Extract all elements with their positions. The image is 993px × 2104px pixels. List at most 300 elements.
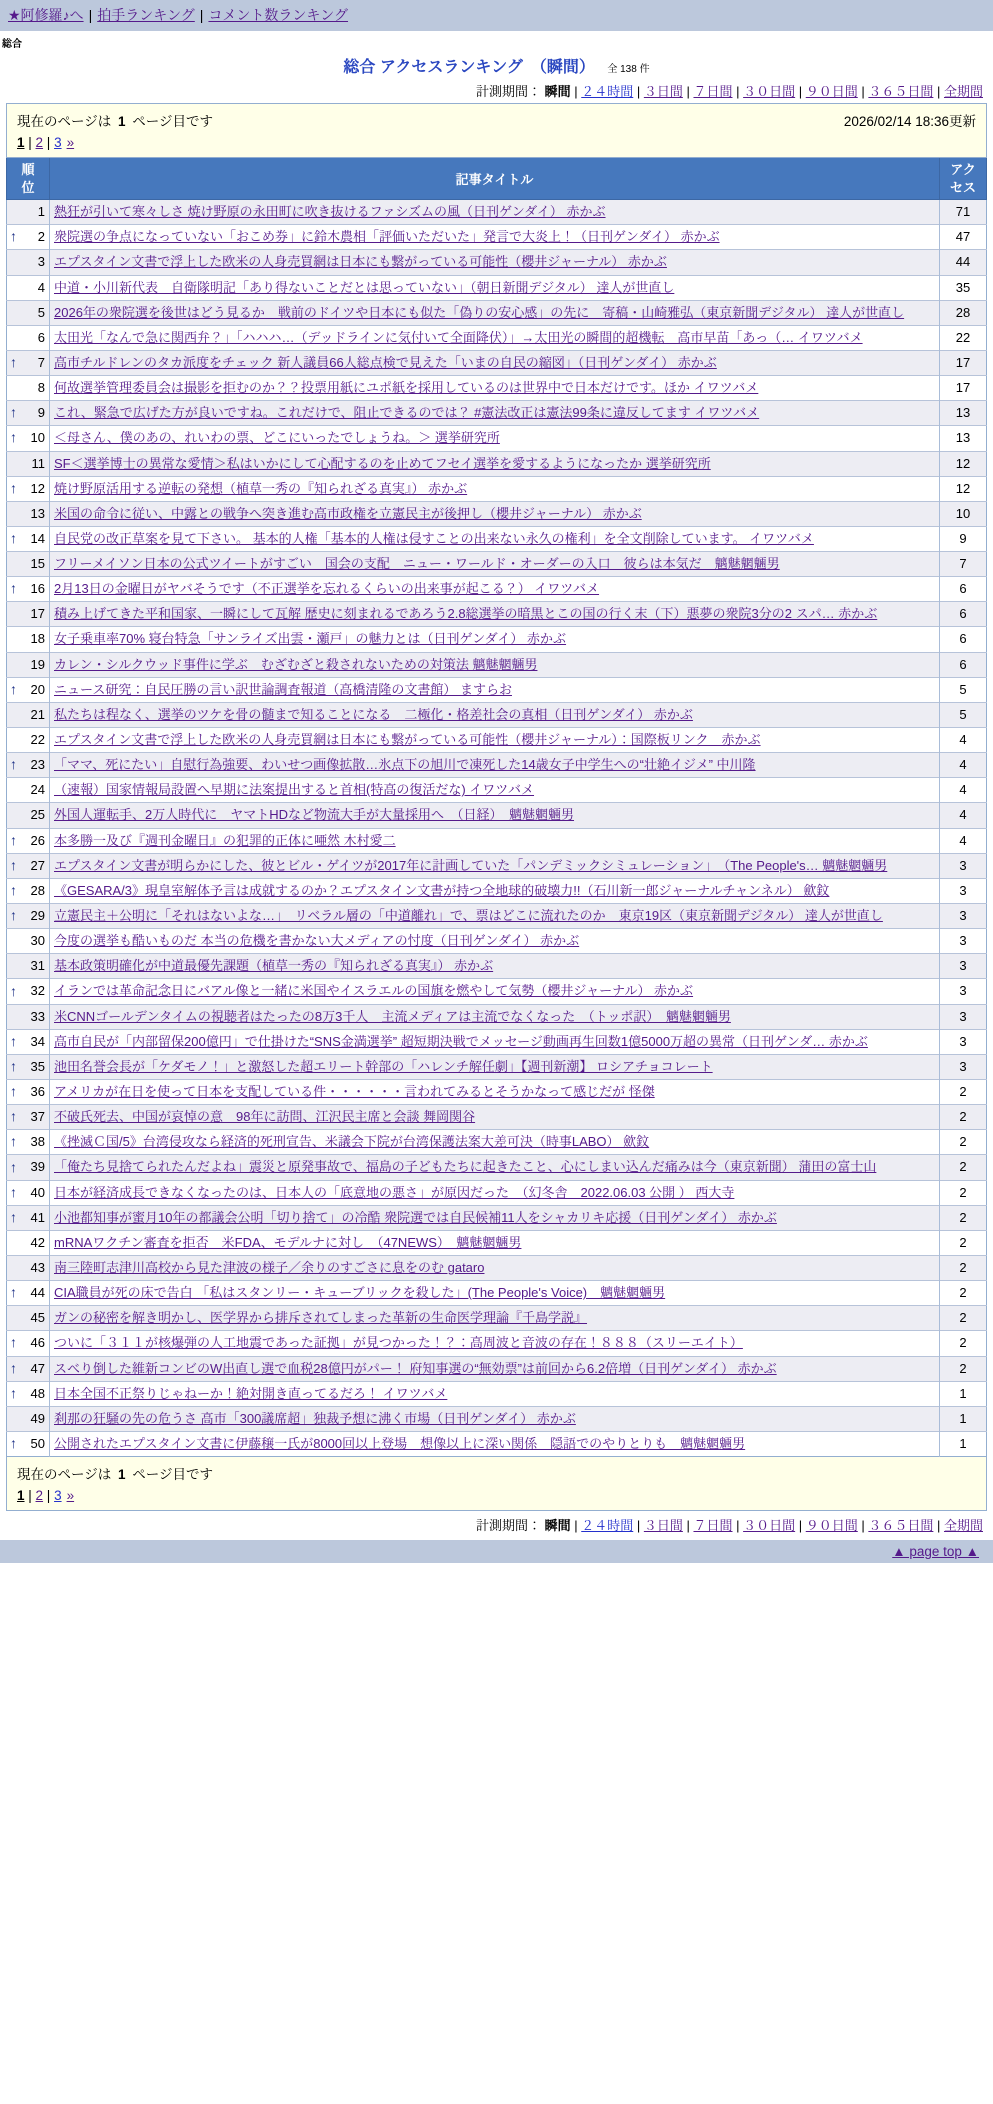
rank-number: 34 — [30, 1033, 45, 1049]
article-title-cell — [50, 1331, 940, 1356]
access-count: 10 — [940, 501, 987, 526]
rank-cell — [7, 602, 50, 627]
table-row — [7, 1431, 987, 1456]
rank-number: 32 — [30, 983, 45, 999]
rank-cell — [7, 1281, 50, 1306]
article-link[interactable]: エプスタイン文書が明らかにした、彼とビル・ゲイツが2017年に計画していた「パンデミックシミュレーション」 （The People's… 魑魅魍魎男 — [54, 857, 888, 873]
article-link[interactable]: 女子乗車率70% 寝台特急「サンライズ出雲・瀬戸」の魅力とは（日刊ゲンダイ） 赤かぶ — [54, 631, 567, 647]
period-link[interactable]: ３日間 — [643, 84, 683, 99]
access-count: 2 — [940, 1331, 987, 1356]
article-link[interactable]: 高市チルドレンのタカ派度をチェック 新人議員66人総点検で見えた「いまの自民の縮図」（日刊ゲンダイ） 赤かぶ — [54, 354, 717, 370]
rank-cell — [7, 904, 50, 929]
rank-cell — [7, 476, 50, 501]
separator: | — [43, 135, 55, 150]
rank-up-icon: ↑ — [10, 1133, 17, 1150]
rank-up-icon: ↑ — [10, 429, 17, 446]
table-row — [7, 1155, 987, 1180]
rank-up-icon: ↑ — [10, 1083, 17, 1100]
rank-number: 37 — [30, 1109, 45, 1125]
rank-cell — [7, 1180, 50, 1205]
rank-number: 25 — [30, 807, 45, 823]
article-link[interactable]: 南三陸町志津川高校から見た津波の様子／余りのすごさに息をのむ gataro — [54, 1260, 485, 1275]
article-link[interactable]: 「ママ、死にたい」自慰行為強要、わいせつ画像拡散…氷点下の旭川で凍死した14歳女子中学生への“壮絶イジメ” 中川隆 — [54, 757, 756, 773]
article-title-cell — [50, 451, 940, 476]
table-row — [7, 1105, 987, 1130]
access-count: 7 — [940, 552, 987, 577]
article-link[interactable]: カレン・シルクウッド事件に学ぶ むざむざと殺されないための対策法 魑魅魍魎男 — [54, 656, 538, 672]
rank-number: 31 — [30, 958, 45, 974]
article-title-cell — [50, 803, 940, 828]
access-count: 4 — [940, 803, 987, 828]
article-title-cell — [50, 979, 940, 1004]
table-row — [7, 1381, 987, 1406]
access-count: 4 — [940, 728, 987, 753]
rank-cell — [7, 577, 50, 602]
article-link[interactable]: 刹那の狂騒の先の危うさ 高市「300議席超」独裁予想に沸く市場（日刊ゲンダイ） 赤かぶ — [54, 1410, 576, 1426]
table-row — [7, 979, 987, 1004]
rank-number: 28 — [30, 882, 45, 898]
table-row — [7, 1004, 987, 1029]
table-row — [7, 1406, 987, 1431]
rank-cell — [7, 325, 50, 350]
rank-cell — [7, 954, 50, 979]
rank-cell — [7, 552, 50, 577]
rank-up-icon: ↑ — [10, 228, 17, 245]
article-title-cell — [50, 325, 940, 350]
table-row — [7, 1306, 987, 1331]
article-link[interactable]: 不破氏死去、中国が哀悼の意 98年に訪問、江沢民主席と会談 舞岡関谷 — [54, 1109, 476, 1125]
rank-cell — [7, 1004, 50, 1029]
article-title-cell — [50, 1004, 940, 1029]
access-count: 13 — [940, 401, 987, 426]
rank-number: 15 — [30, 556, 45, 572]
article-link[interactable]: 中道・小川新代表 自衛隊明記「あり得ないことだとは思っていない」（朝日新聞デジタル） 達人が世直し — [54, 279, 675, 295]
rank-up-icon: ↑ — [10, 1183, 17, 1200]
article-title-cell — [50, 577, 940, 602]
rank-cell — [7, 979, 50, 1004]
rank-number: 24 — [30, 782, 45, 798]
page-number-current: 1 — [17, 1488, 25, 1504]
rank-number: 26 — [30, 832, 45, 848]
period-link[interactable]: ２４時間 — [581, 84, 634, 99]
rank-cell — [7, 677, 50, 702]
article-title-cell — [50, 1306, 940, 1331]
rank-number: 8 — [37, 380, 45, 396]
article-link[interactable]: ＜母さん、僕のあの、れいわの票、どこにいったでしょうね。＞ 選挙研究所 — [54, 430, 500, 446]
separator: | — [795, 84, 806, 99]
separator: | — [633, 1518, 644, 1534]
rank-cell — [7, 853, 50, 878]
rank-number: 44 — [30, 1285, 45, 1301]
article-title-cell — [50, 225, 940, 250]
article-title-cell — [50, 476, 940, 501]
rank-up-icon: ↑ — [10, 756, 17, 773]
article-title-cell — [50, 728, 940, 753]
article-link[interactable]: ニュース研究：自民圧勝の言い訳世論調査報道（高橋清隆の文書館） ますらお — [54, 681, 512, 697]
rank-number: 23 — [30, 757, 45, 773]
rank-up-icon: ↑ — [10, 680, 17, 697]
nav-link-comment-ranking[interactable]: コメント数ランキング — [208, 7, 349, 23]
article-link[interactable]: イランでは革命記念日にバアル像と一緒に米国やイスラエルの国旗を燃やして気勢（櫻井ジャーナル） 赤かぶ — [54, 983, 694, 999]
article-link[interactable]: 熱狂が引いて寒々しさ 焼け野原の永田町に吹き抜けるファシズムの風（日刊ゲンダイ） 赤かぶ — [54, 204, 606, 220]
article-title-cell — [50, 426, 940, 451]
article-title-cell — [50, 853, 940, 878]
period-link[interactable]: ７日間 — [693, 1518, 733, 1534]
rank-cell — [7, 828, 50, 853]
current-page-line — [17, 1461, 976, 1486]
table-row — [7, 1256, 987, 1281]
access-count: 2 — [940, 1306, 987, 1331]
rank-cell — [7, 702, 50, 727]
access-count: 3 — [940, 1029, 987, 1054]
article-title-cell — [50, 929, 940, 954]
rank-up-icon: ↑ — [10, 1158, 17, 1175]
table-row — [7, 803, 987, 828]
article-link[interactable]: 日本全国不正祭りじゃねーか！絶対開き直ってるだろ！ イワツバメ — [54, 1385, 448, 1401]
rank-number: 6 — [37, 329, 45, 345]
rank-number: 21 — [30, 706, 45, 722]
article-title-cell — [50, 200, 940, 225]
table-row — [7, 1130, 987, 1155]
rank-up-icon: ↑ — [10, 404, 17, 421]
article-link[interactable]: 「俺たち見捨てられたんだよね」震災と原発事故で、福島の子どもたちに起きたこと、心にしまい込んだ痛みは今（東京新聞） 蒲田の富士山 — [54, 1159, 877, 1175]
article-title-cell — [50, 1431, 940, 1456]
rank-cell — [7, 1130, 50, 1155]
article-title-cell — [50, 1205, 940, 1230]
table-row — [7, 1029, 987, 1054]
rank-up-icon: ↑ — [10, 882, 17, 899]
table-row — [7, 1281, 987, 1306]
table-row — [7, 652, 987, 677]
nav-link-asyura-home[interactable]: ★阿修羅♪へ — [8, 7, 84, 23]
article-link[interactable]: 何故選挙管理委員会は撮影を拒むのか？？投票用紙にユポ紙を採用しているのは世界中で日本だけです。ほか イワツバメ — [54, 380, 759, 396]
table-row — [7, 929, 987, 954]
column-header-access: アクセス — [940, 158, 987, 200]
table-row — [7, 904, 987, 929]
rank-number: 43 — [30, 1260, 45, 1275]
rank-cell — [7, 1080, 50, 1105]
period-link[interactable]: 全期間 — [943, 1518, 983, 1534]
rank-up-icon: ↑ — [10, 1108, 17, 1125]
access-count: 12 — [940, 451, 987, 476]
rank-cell — [7, 627, 50, 652]
rank-cell — [7, 1105, 50, 1130]
column-header-title: 記事タイトル — [50, 158, 940, 200]
article-link[interactable]: ガンの秘密を解き明かし、医学界から排斥されてしまった革新の生命医学理論『千島学説』 — [54, 1310, 588, 1326]
article-title-cell — [50, 1105, 940, 1130]
article-link[interactable]: 基本政策明確化が中道最優先課題（植草一秀の『知られざる真実』） 赤かぶ — [54, 958, 494, 974]
rank-number: 19 — [30, 656, 45, 672]
article-link[interactable]: 《挫滅Ｃ国/5》台湾侵攻なら経済的死刑宣告、米議会下院が台湾保護法案大差可決（時事LABO） 歛鈫 — [54, 1134, 650, 1150]
access-count: 1 — [940, 1381, 987, 1406]
rank-number: 40 — [30, 1184, 45, 1200]
table-row — [7, 526, 987, 551]
current-page-line — [17, 108, 976, 133]
page-number-link[interactable]: 3 — [54, 135, 62, 150]
rank-number: 47 — [30, 1360, 45, 1376]
period-current: 瞬間 — [544, 84, 571, 99]
period-current: 瞬間 — [544, 1518, 571, 1534]
access-count: 2 — [940, 1155, 987, 1180]
article-link[interactable]: （速報）国家情報局設置へ早期に法案提出すると首相(特高の復活だな) イワツバメ — [54, 782, 535, 798]
article-link[interactable]: 日本が経済成長できなくなったのは、日本人の「底意地の悪さ」が原因だった （幻冬舎 2022.06.03 公開 ） 西大寺 — [54, 1184, 735, 1200]
rank-up-icon: ↑ — [10, 907, 17, 924]
article-title-cell — [50, 1230, 940, 1255]
page-title: 総合 アクセスランキング （瞬間） — [343, 59, 595, 76]
article-link[interactable]: 自民党の改正草案を見て下さい。 基本的人権「基本的人権は侵すことの出来ない永久の権利」を全文削除しています。 イワツバメ — [54, 530, 814, 546]
article-title-cell — [50, 376, 940, 401]
article-link[interactable]: 焼け野原活用する逆転の発想（植草一秀の『知られざる真実』） 赤かぶ — [54, 480, 468, 496]
separator: | — [24, 135, 36, 150]
table-row — [7, 376, 987, 401]
separator: | — [24, 1488, 36, 1504]
rank-cell — [7, 753, 50, 778]
rank-cell — [7, 1256, 50, 1281]
table-row — [7, 577, 987, 602]
article-link[interactable]: 小池都知事が蜜月10年の都議会公明「切り捨て」の冷酷 衆院選では自民候補11人をシャカリキ応援（日刊ゲンダイ） 赤かぶ — [54, 1209, 777, 1225]
rank-number: 4 — [37, 279, 45, 295]
rank-number: 22 — [30, 732, 45, 748]
page-top-link[interactable]: ▲ page top ▲ — [892, 1544, 979, 1560]
category-label: 総合 — [2, 39, 22, 50]
separator: | — [570, 1518, 582, 1534]
column-header-rank: 順位 — [7, 158, 50, 200]
table-row — [7, 753, 987, 778]
rank-cell — [7, 200, 50, 225]
article-link[interactable]: 私たちは程なく、選挙のツケを骨の髄まで知ることになる 二極化・格差社会の真相（日刊ゲンダイ） 赤かぶ — [54, 706, 693, 722]
rank-number: 29 — [30, 908, 45, 924]
article-link[interactable]: 外国人運転手、2万人時代に ヤマトHDなど物流大手が大量採用へ （日経） 魑魅魍魎男 — [54, 807, 575, 823]
article-link[interactable]: スベり倒した維新コンビのW出直し選で血税28億円がパー！ 府知事選の“無効票”は前回から6.2倍増（日刊ゲンダイ） 赤かぶ — [54, 1360, 777, 1376]
period-link[interactable]: ９０日間 — [805, 1518, 858, 1534]
access-count: 2 — [940, 1230, 987, 1255]
rank-number: 48 — [30, 1385, 45, 1401]
article-title-cell — [50, 300, 940, 325]
rank-cell — [7, 878, 50, 903]
article-link[interactable]: ついに「３１１が核爆弾の人工地震であった証拠」が見つかった！？：高周波と音波の存在！８８８（スリーエイト） — [54, 1335, 743, 1351]
article-title-cell — [50, 1029, 940, 1054]
rank-cell — [7, 652, 50, 677]
access-count: 1 — [940, 1406, 987, 1431]
article-title-cell — [50, 904, 940, 929]
article-title-cell — [50, 1080, 940, 1105]
access-count: 13 — [940, 426, 987, 451]
page-number-link[interactable]: 2 — [35, 1488, 44, 1504]
separator: | — [43, 1488, 55, 1504]
rank-number: 11 — [31, 455, 45, 471]
rank-up-icon: ↑ — [10, 1284, 17, 1301]
period-link[interactable]: ３０日間 — [743, 84, 796, 99]
rank-number: 46 — [30, 1335, 45, 1351]
access-count: 2 — [940, 1281, 987, 1306]
article-title-cell — [50, 1281, 940, 1306]
article-title-cell — [50, 526, 940, 551]
access-count: 12 — [940, 476, 987, 501]
period-link[interactable]: 全期間 — [943, 84, 983, 99]
access-count: 2 — [940, 1256, 987, 1281]
period-bar-top — [0, 77, 993, 103]
rank-cell — [7, 1381, 50, 1406]
article-link[interactable]: 太田光「なんで急に関西弁？」「ハハハ…（デッドラインに気付いて全面降伏）」→太田光の瞬間的超機転 高市早苗「あっ（… イワツバメ — [54, 329, 863, 345]
rank-up-icon: ↑ — [10, 1359, 17, 1376]
rank-number: 35 — [30, 1058, 45, 1074]
table-row — [7, 853, 987, 878]
rank-number: 45 — [30, 1310, 45, 1326]
article-link[interactable]: エプスタイン文書で浮上した欧米の人身売買網は日本にも繋がっている可能性（櫻井ジャーナル）：国際板リンク 赤かぶ — [54, 732, 761, 748]
table-row — [7, 728, 987, 753]
page-number-current: 1 — [17, 135, 25, 150]
article-title-cell — [50, 501, 940, 526]
separator: | — [732, 84, 744, 99]
article-link[interactable]: アメリカが在日を使って日本を支配している件・・・・・・言われてみるとそうかなって感じだが 怪傑 — [54, 1084, 655, 1100]
rank-cell — [7, 350, 50, 375]
article-link[interactable]: 本多勝一及び『週刊金曜日』の犯罪的正体に唖然 木村愛二 — [54, 832, 396, 848]
rank-up-icon: ↑ — [10, 1058, 17, 1075]
table-row — [7, 1331, 987, 1356]
table-row — [7, 476, 987, 501]
period-link[interactable]: ３６５日間 — [868, 1518, 934, 1534]
rank-cell — [7, 1356, 50, 1381]
table-row — [7, 451, 987, 476]
total-count: 全 138 件 — [607, 64, 650, 75]
rank-number: 42 — [30, 1234, 45, 1250]
article-title-cell — [50, 602, 940, 627]
table-row — [7, 300, 987, 325]
article-link[interactable]: 立憲民主＋公明に「それはないよな…」 リベラル層の「中道離れ」で、票はどこに流れたのか 東京19区（東京新聞デジタル） 達人が世直し — [54, 908, 883, 924]
rank-cell — [7, 1431, 50, 1456]
access-count: 6 — [940, 627, 987, 652]
current-page-text: 現在のページは 1 ページ目です — [17, 1467, 214, 1483]
pagination-bottom — [17, 1486, 976, 1504]
access-count: 3 — [940, 904, 987, 929]
access-count: 2 — [940, 1105, 987, 1130]
table-row — [7, 275, 987, 300]
rank-up-icon: ↑ — [10, 479, 17, 496]
page-title-line — [0, 54, 993, 77]
page-number-link[interactable]: 3 — [54, 1488, 62, 1504]
table-row — [7, 1205, 987, 1230]
info-cell — [7, 104, 987, 158]
rank-number: 36 — [30, 1084, 45, 1100]
article-title-cell — [50, 350, 940, 375]
article-link[interactable]: 積み上げてきた平和国家、一瞬にして瓦解 歴史に刻まれるであろう2.8総選挙の暗黒とこの国の行く末（下）悪夢の衆院3分の2 スパ… 赤かぶ — [54, 606, 878, 622]
page-number-link[interactable]: 2 — [35, 135, 44, 150]
access-count: 17 — [940, 350, 987, 375]
article-link[interactable]: エプスタイン文書で浮上した欧米の人身売買網は日本にも繋がっている可能性（櫻井ジャーナル） 赤かぶ — [54, 254, 667, 270]
access-count: 17 — [940, 376, 987, 401]
rank-cell — [7, 275, 50, 300]
article-link[interactable]: 高市自民が「内部留保200億円」で仕掛けた“SNS金満選挙” 超短期決戦でメッセージ動画再生回数1億5000万超の異常（日刊ゲンダ… 赤かぶ — [54, 1033, 868, 1049]
period-label: 計測期間： — [475, 1518, 541, 1534]
rank-cell — [7, 1230, 50, 1255]
rank-up-icon: ↑ — [10, 982, 17, 999]
article-link[interactable]: 池田名誉会長が「ケダモノ！」と激怒した超エリート幹部の「ハレンチ解任劇」【週刊新潮】 ロシアチョコレート — [54, 1058, 713, 1074]
article-link[interactable]: 2026年の衆院選を後世はどう見るか 戦前のドイツや日本にも似た「偽りの安心感」の先に 寄稿・山崎雅弘（東京新聞デジタル） 達人が世直し — [54, 304, 905, 320]
next-page-link[interactable]: » — [66, 1488, 75, 1504]
article-link[interactable]: 今度の選挙も酷いものだ 本当の危機を書かない大メディアの忖度（日刊ゲンダイ） 赤かぶ — [54, 933, 580, 949]
article-title-cell — [50, 828, 940, 853]
access-count: 44 — [940, 250, 987, 275]
article-link[interactable]: SF＜選挙博士の異常な愛情＞私はいかにして心配するのを止めてフセイ選挙を愛するようになったか 選挙研究所 — [54, 455, 711, 471]
nav-link-clap-ranking[interactable]: 拍手ランキング — [97, 7, 195, 23]
rank-cell — [7, 803, 50, 828]
access-count: 1 — [940, 1431, 987, 1456]
article-link[interactable]: 2月13日の金曜日がヤバそうです（不正選挙を忘れるくらいの出来事が起こる？） イワツバメ — [54, 581, 600, 597]
access-count: 2 — [940, 1130, 987, 1155]
article-title-cell — [50, 652, 940, 677]
separator: | — [88, 7, 93, 23]
table-row — [7, 325, 987, 350]
access-count: 3 — [940, 954, 987, 979]
ranking-rows — [7, 200, 987, 1457]
access-count: 28 — [940, 300, 987, 325]
rank-cell — [7, 1155, 50, 1180]
next-page-link[interactable]: » — [66, 135, 75, 150]
table-row — [7, 1230, 987, 1255]
article-title-cell — [50, 1406, 940, 1431]
separator: | — [795, 1518, 806, 1534]
access-count: 6 — [940, 577, 987, 602]
rank-number: 17 — [30, 606, 45, 622]
period-link[interactable]: ７日間 — [693, 84, 733, 99]
table-header-row — [7, 158, 987, 200]
table-row — [7, 200, 987, 225]
separator: | — [857, 1518, 869, 1534]
page-top-bar — [0, 1540, 993, 1563]
article-link[interactable]: CIA職員が死の床で告白 「私はスタンリー・キューブリックを殺した」(The People's Voice) 魑魅魍魎男 — [54, 1285, 666, 1301]
article-title-cell — [50, 1381, 940, 1406]
separator: | — [682, 1518, 694, 1534]
period-link[interactable]: ３日間 — [643, 1518, 683, 1534]
rank-up-icon: ↑ — [10, 530, 17, 547]
article-link[interactable]: 《GESARA/3》現皇室解体予言は成就するのか？エプスタイン文書が持つ全地球的破壊力!!（石川新一郎ジャーナルチャンネル） 歛鈫 — [54, 882, 830, 898]
ranking-table — [6, 103, 987, 1511]
rank-cell — [7, 1029, 50, 1054]
article-title-cell — [50, 878, 940, 903]
period-links — [571, 1518, 983, 1533]
article-link[interactable]: フリーメイソン日本の公式ツイートがすごい 国会の支配 ニュー・ワールド・オーダーの入口 彼らは本気だ 魑魅魍魎男 — [54, 556, 780, 572]
period-link[interactable]: ３６５日間 — [868, 84, 934, 99]
table-row — [7, 1080, 987, 1105]
article-link[interactable]: mRNAワクチン審査を拒否 米FDA、モデルナに対し （47NEWS） 魑魅魍魎男 — [54, 1234, 522, 1250]
access-count: 3 — [940, 878, 987, 903]
rank-number: 49 — [30, 1410, 45, 1426]
article-title-cell — [50, 702, 940, 727]
article-title-cell — [50, 753, 940, 778]
period-link[interactable]: ３０日間 — [743, 1518, 796, 1534]
rank-number: 9 — [37, 405, 45, 421]
period-link[interactable]: ９０日間 — [805, 84, 858, 99]
rank-number: 38 — [30, 1134, 45, 1150]
table-row — [7, 250, 987, 275]
rank-cell — [7, 401, 50, 426]
rank-cell — [7, 929, 50, 954]
article-link[interactable]: 衆院選の争点になっていない「おこめ券」に鈴木農相「評価いただいた」発言で大炎上！（日刊ゲンダイ） 赤かぶ — [54, 229, 720, 245]
article-link[interactable]: 公開されたエプスタイン文書に伊藤穣一氏が8000回以上登場 想像以上に深い関係 隠語でのやりとりも 魑魅魍魎男 — [54, 1435, 746, 1451]
updated-timestamp: 2026/02/14 18:36更新 — [843, 114, 976, 129]
table-row — [7, 426, 987, 451]
article-link[interactable]: 米国の命令に従い、中露との戦争へ突き進む高市政権を立憲民主が後押し（櫻井ジャーナル） 赤かぶ — [54, 505, 642, 521]
access-count: 71 — [940, 200, 987, 225]
bottom-spacer — [0, 1563, 993, 1615]
period-link[interactable]: ２４時間 — [581, 1518, 634, 1534]
article-link[interactable]: 米CNNゴールデンタイムの視聴者はたったの8万3千人 主流メディアは主流でなくなった （トッポ訳） 魑魅魍魎男 — [54, 1008, 731, 1024]
pagination-top — [17, 133, 976, 151]
article-title-cell — [50, 1256, 940, 1281]
rank-up-icon: ↑ — [10, 856, 17, 873]
separator: | — [570, 84, 582, 99]
article-link[interactable]: これ、緊急で広げた方が良いですね。これだけで、阻止できるのでは？ #憲法改正は憲法99条に違反してます イワツバメ — [54, 405, 760, 421]
